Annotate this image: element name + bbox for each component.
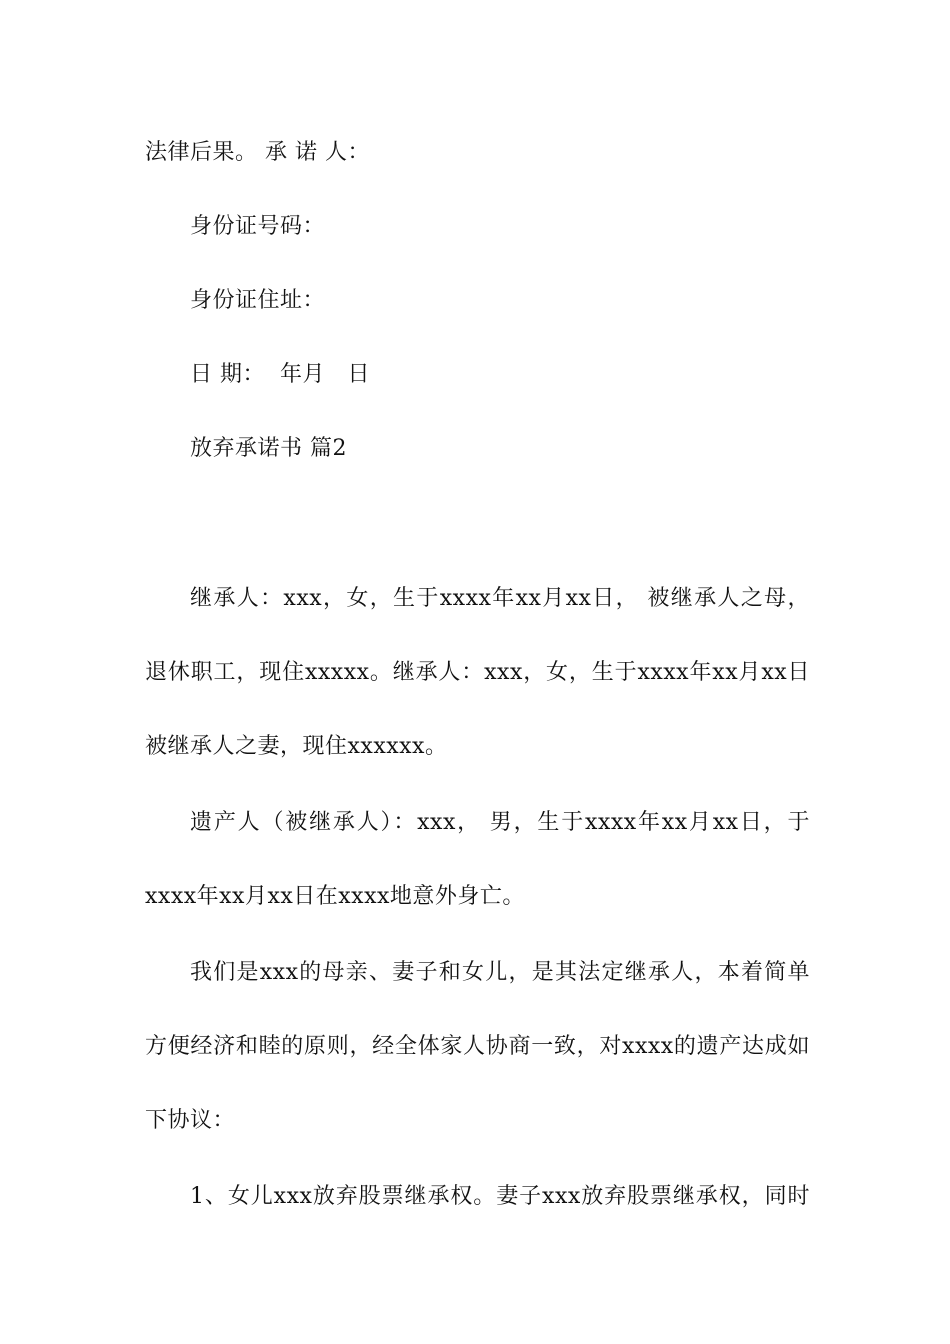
- text-line: 法律后果。 承 诺 人：: [145, 140, 370, 165]
- date-label: 日 期： 年月 日: [190, 362, 370, 387]
- text-line: xxxx年xx月xx日在xxxx地意外身亡。: [145, 884, 525, 909]
- text-line: 下协议：: [145, 1108, 236, 1133]
- id-number-label: 身份证号码：: [190, 214, 326, 239]
- id-address-label: 身份证住址：: [190, 288, 326, 313]
- text-line: 继承人：xxx，女，生于xxxx年xx月xx日， 被继承人之母，: [190, 586, 810, 611]
- text-line: 退休职工，现住xxxxx。继承人：xxx，女，生于xxxx年xx月xx日: [145, 660, 810, 685]
- text-line: 1、女儿xxx放弃股票继承权。妻子xxx放弃股票继承权，同时: [190, 1184, 810, 1209]
- text-line: 遗产人（被继承人）：xxx， 男，生于xxxx年xx月xx日，于: [190, 810, 810, 835]
- text-line: 方便经济和睦的原则，经全体家人协商一致，对xxxx的遗产达成如: [145, 1034, 810, 1059]
- section-heading: 放弃承诺书 篇2: [190, 436, 347, 461]
- text-line: 被继承人之妻，现住xxxxxx。: [145, 734, 448, 759]
- text-line: 我们是xxx的母亲、妻子和女儿，是其法定继承人，本着简单: [190, 960, 810, 985]
